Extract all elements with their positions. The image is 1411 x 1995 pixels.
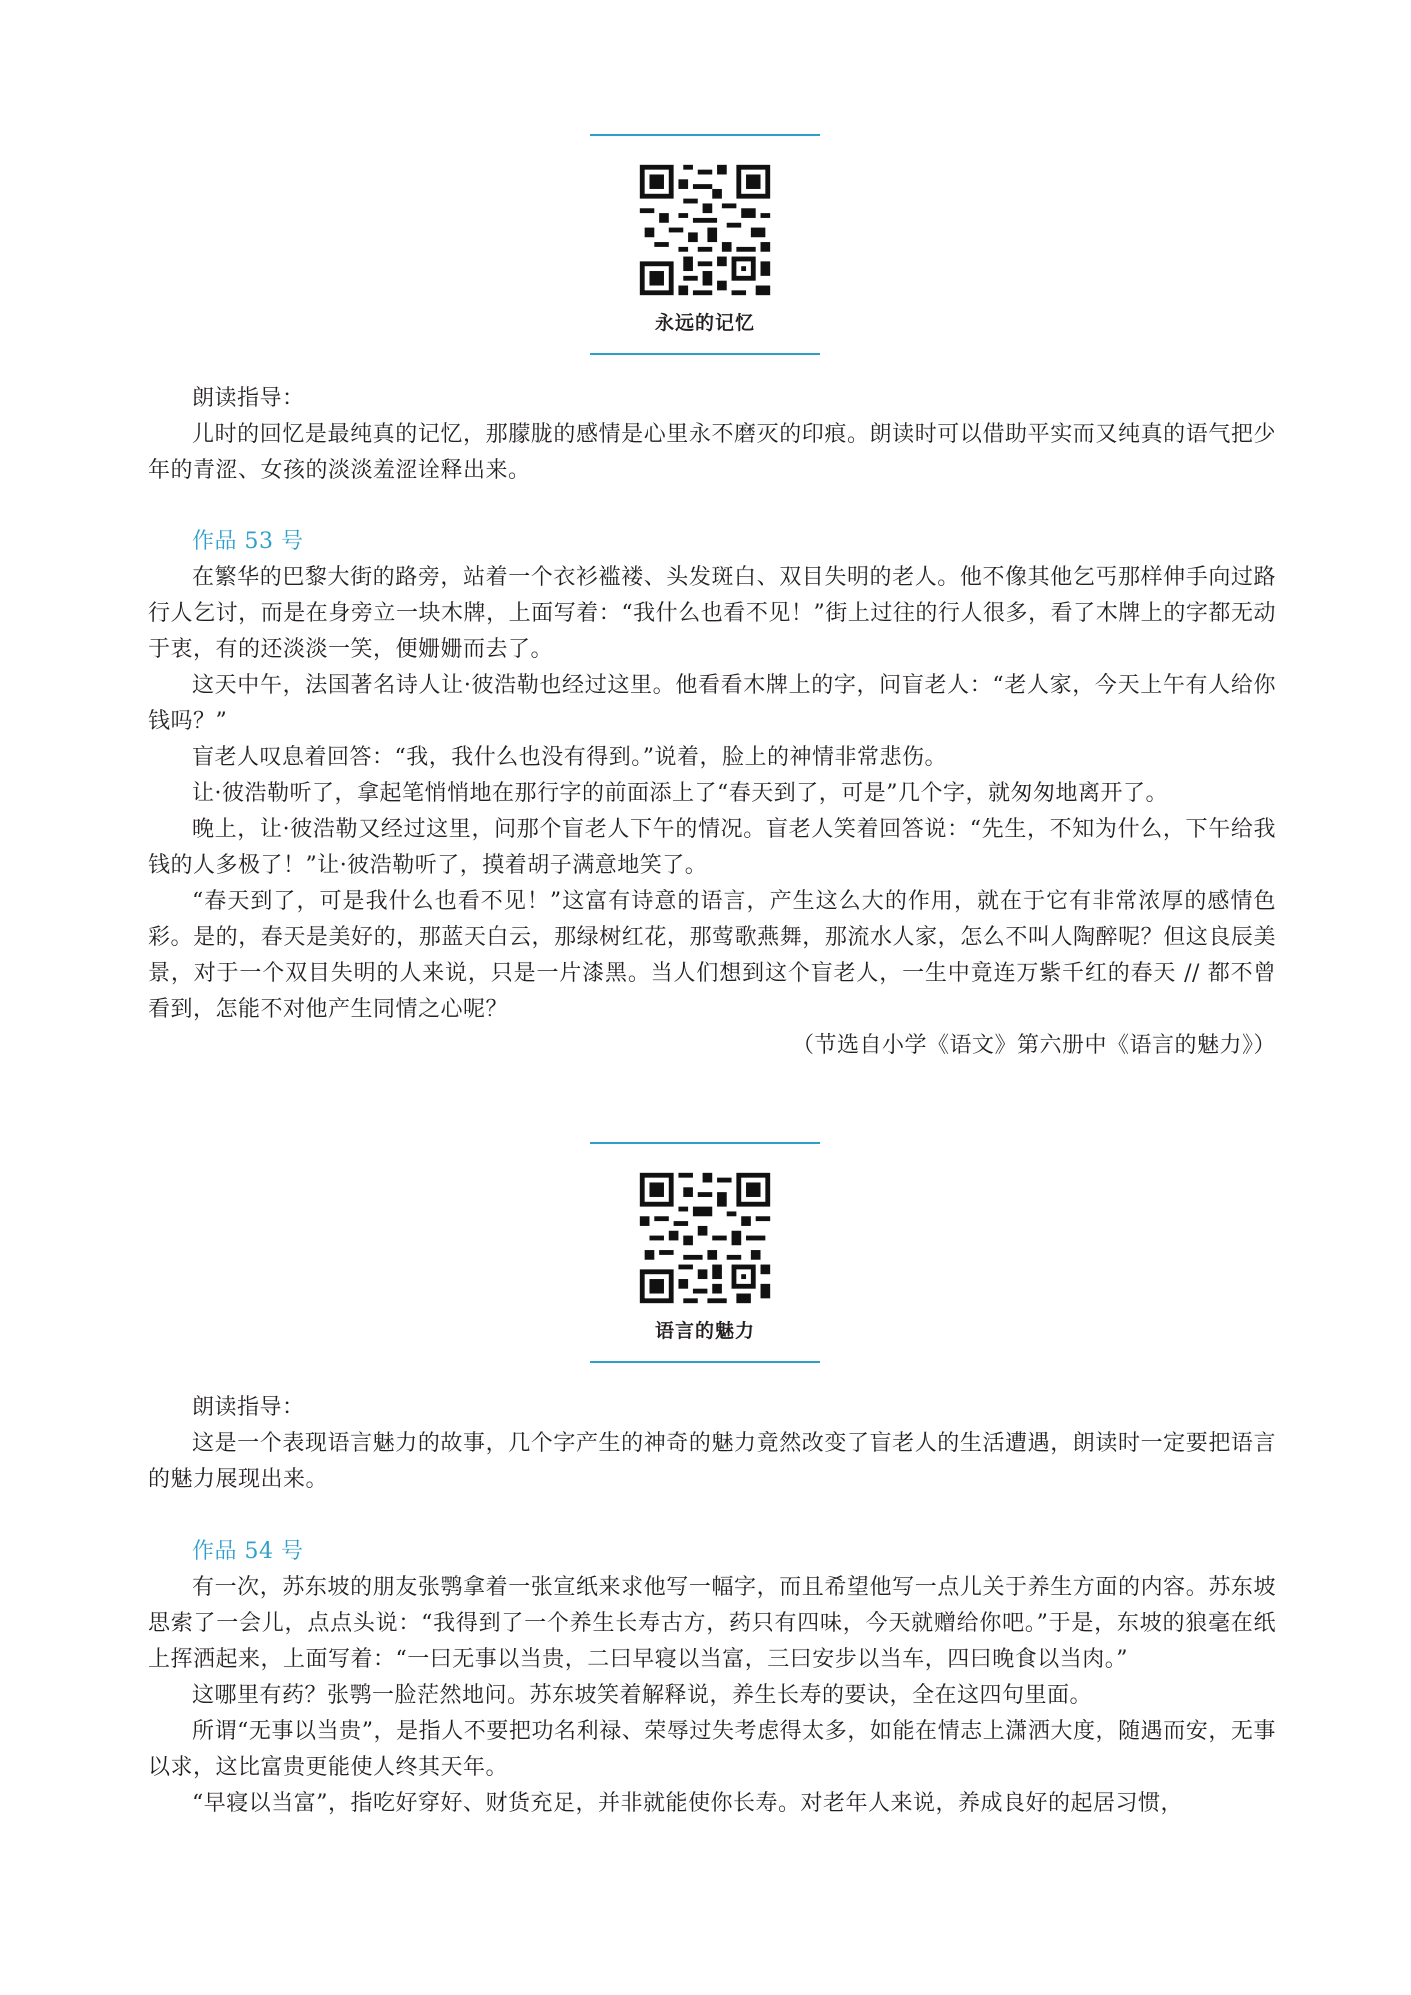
paragraph: 晚上，让·彼浩勒又经过这里，问那个盲老人下午的情况。盲老人笑着回答说：“先生，不知为什么，下午给我钱的人多极了！”让·彼浩勒听了，摸着胡子满意地笑了。 bbox=[148, 817, 1276, 878]
qr-code-icon bbox=[635, 160, 775, 300]
reading-guide-1 bbox=[148, 381, 1276, 489]
guide-label: 朗读指导： bbox=[192, 1395, 305, 1420]
source-citation: （节选自小学《语文》第六册中《语言的魅力》） bbox=[791, 1033, 1276, 1058]
guide-label: 朗读指导： bbox=[192, 386, 305, 411]
paragraph: 这哪里有药？张鹗一脸茫然地问。苏东坡笑着解释说，养生长寿的要诀，全在这四句里面。 bbox=[192, 1683, 1093, 1708]
paragraph: 在繁华的巴黎大街的路旁，站着一个衣衫褴褛、头发斑白、双目失明的老人。他不像其他乞丐那样伸手向过路行人乞讨，而是在身旁立一块木牌，上面写着：“我什么也看不见！”街上过往的行人很多，看了木牌上的字都无动于衷，有的还淡淡一笑，便姗姗而去了。 bbox=[148, 565, 1276, 662]
paragraph: 让·彼浩勒听了，拿起笔悄悄地在那行字的前面添上了“春天到了，可是”几个字，就匆匆地离开了。 bbox=[192, 781, 1168, 806]
work-53 bbox=[148, 524, 1276, 1064]
divider-bottom bbox=[590, 353, 820, 355]
qr-caption: 永远的记忆 bbox=[654, 312, 755, 334]
guide-text: 儿时的回忆是最纯真的记忆，那朦胧的感情是心里永不磨灭的印痕。朗读时可以借助平实而又纯真的语气把少年的青涩、女孩的淡淡羞涩诠释出来。 bbox=[148, 422, 1276, 483]
paragraph: “春天到了，可是我什么也看不见！”这富有诗意的语言，产生这么大的作用，就在于它有非常浓厚的感情色彩。是的，春天是美好的，那蓝天白云，那绿树红花，那莺歌燕舞，那流水人家，怎么不叫人陶醉呢？但这良辰美景，对于一个双目失明的人来说，只是一片漆黑。当人们想到这个盲老人，一生中竟连万紫千红的春天 // 都不曾看到，怎能不对他产生同情之心呢？ bbox=[148, 889, 1276, 1022]
paragraph: 盲老人叹息着回答：“我，我什么也没有得到。”说着，脸上的神情非常悲伤。 bbox=[192, 745, 947, 770]
qr-caption: 语言的魅力 bbox=[654, 1320, 755, 1342]
work-heading: 作品 53 号 bbox=[192, 529, 304, 554]
qr-block-2 bbox=[590, 1142, 820, 1363]
work-54 bbox=[148, 1534, 1276, 1822]
paragraph: 这天中午，法国著名诗人让·彼浩勒也经过这里。他看看木牌上的字，问盲老人：“老人家，今天上午有人给你钱吗？” bbox=[148, 673, 1276, 734]
qr-code-icon bbox=[635, 1168, 775, 1308]
guide-text: 这是一个表现语言魅力的故事，几个字产生的神奇的魅力竟然改变了盲老人的生活遭遇，朗读时一定要把语言的魅力展现出来。 bbox=[148, 1431, 1276, 1492]
paragraph: “早寝以当富”，指吃好穿好、财货充足，并非就能使你长寿。对老年人来说，养成良好的起居习惯， bbox=[192, 1791, 1183, 1816]
divider-top bbox=[590, 1142, 820, 1144]
paragraph: 所谓“无事以当贵”，是指人不要把功名利禄、荣辱过失考虑得太多，如能在情志上潇洒大度，随遇而安，无事以求，这比富贵更能使人终其天年。 bbox=[148, 1719, 1276, 1780]
reading-guide-2 bbox=[148, 1390, 1276, 1498]
qr-block-1 bbox=[590, 134, 820, 355]
divider-bottom bbox=[590, 1361, 820, 1363]
paragraph: 有一次，苏东坡的朋友张鹗拿着一张宣纸来求他写一幅字，而且希望他写一点儿关于养生方面的内容。苏东坡思索了一会儿，点点头说：“我得到了一个养生长寿古方，药只有四味，今天就赠给你吧。”于是，东坡的狼毫在纸上挥洒起来，上面写着：“一曰无事以当贵，二曰早寝以当富，三曰安步以当车，四曰晚食以当肉。” bbox=[148, 1575, 1276, 1672]
divider-top bbox=[590, 134, 820, 136]
work-heading: 作品 54 号 bbox=[192, 1539, 304, 1564]
